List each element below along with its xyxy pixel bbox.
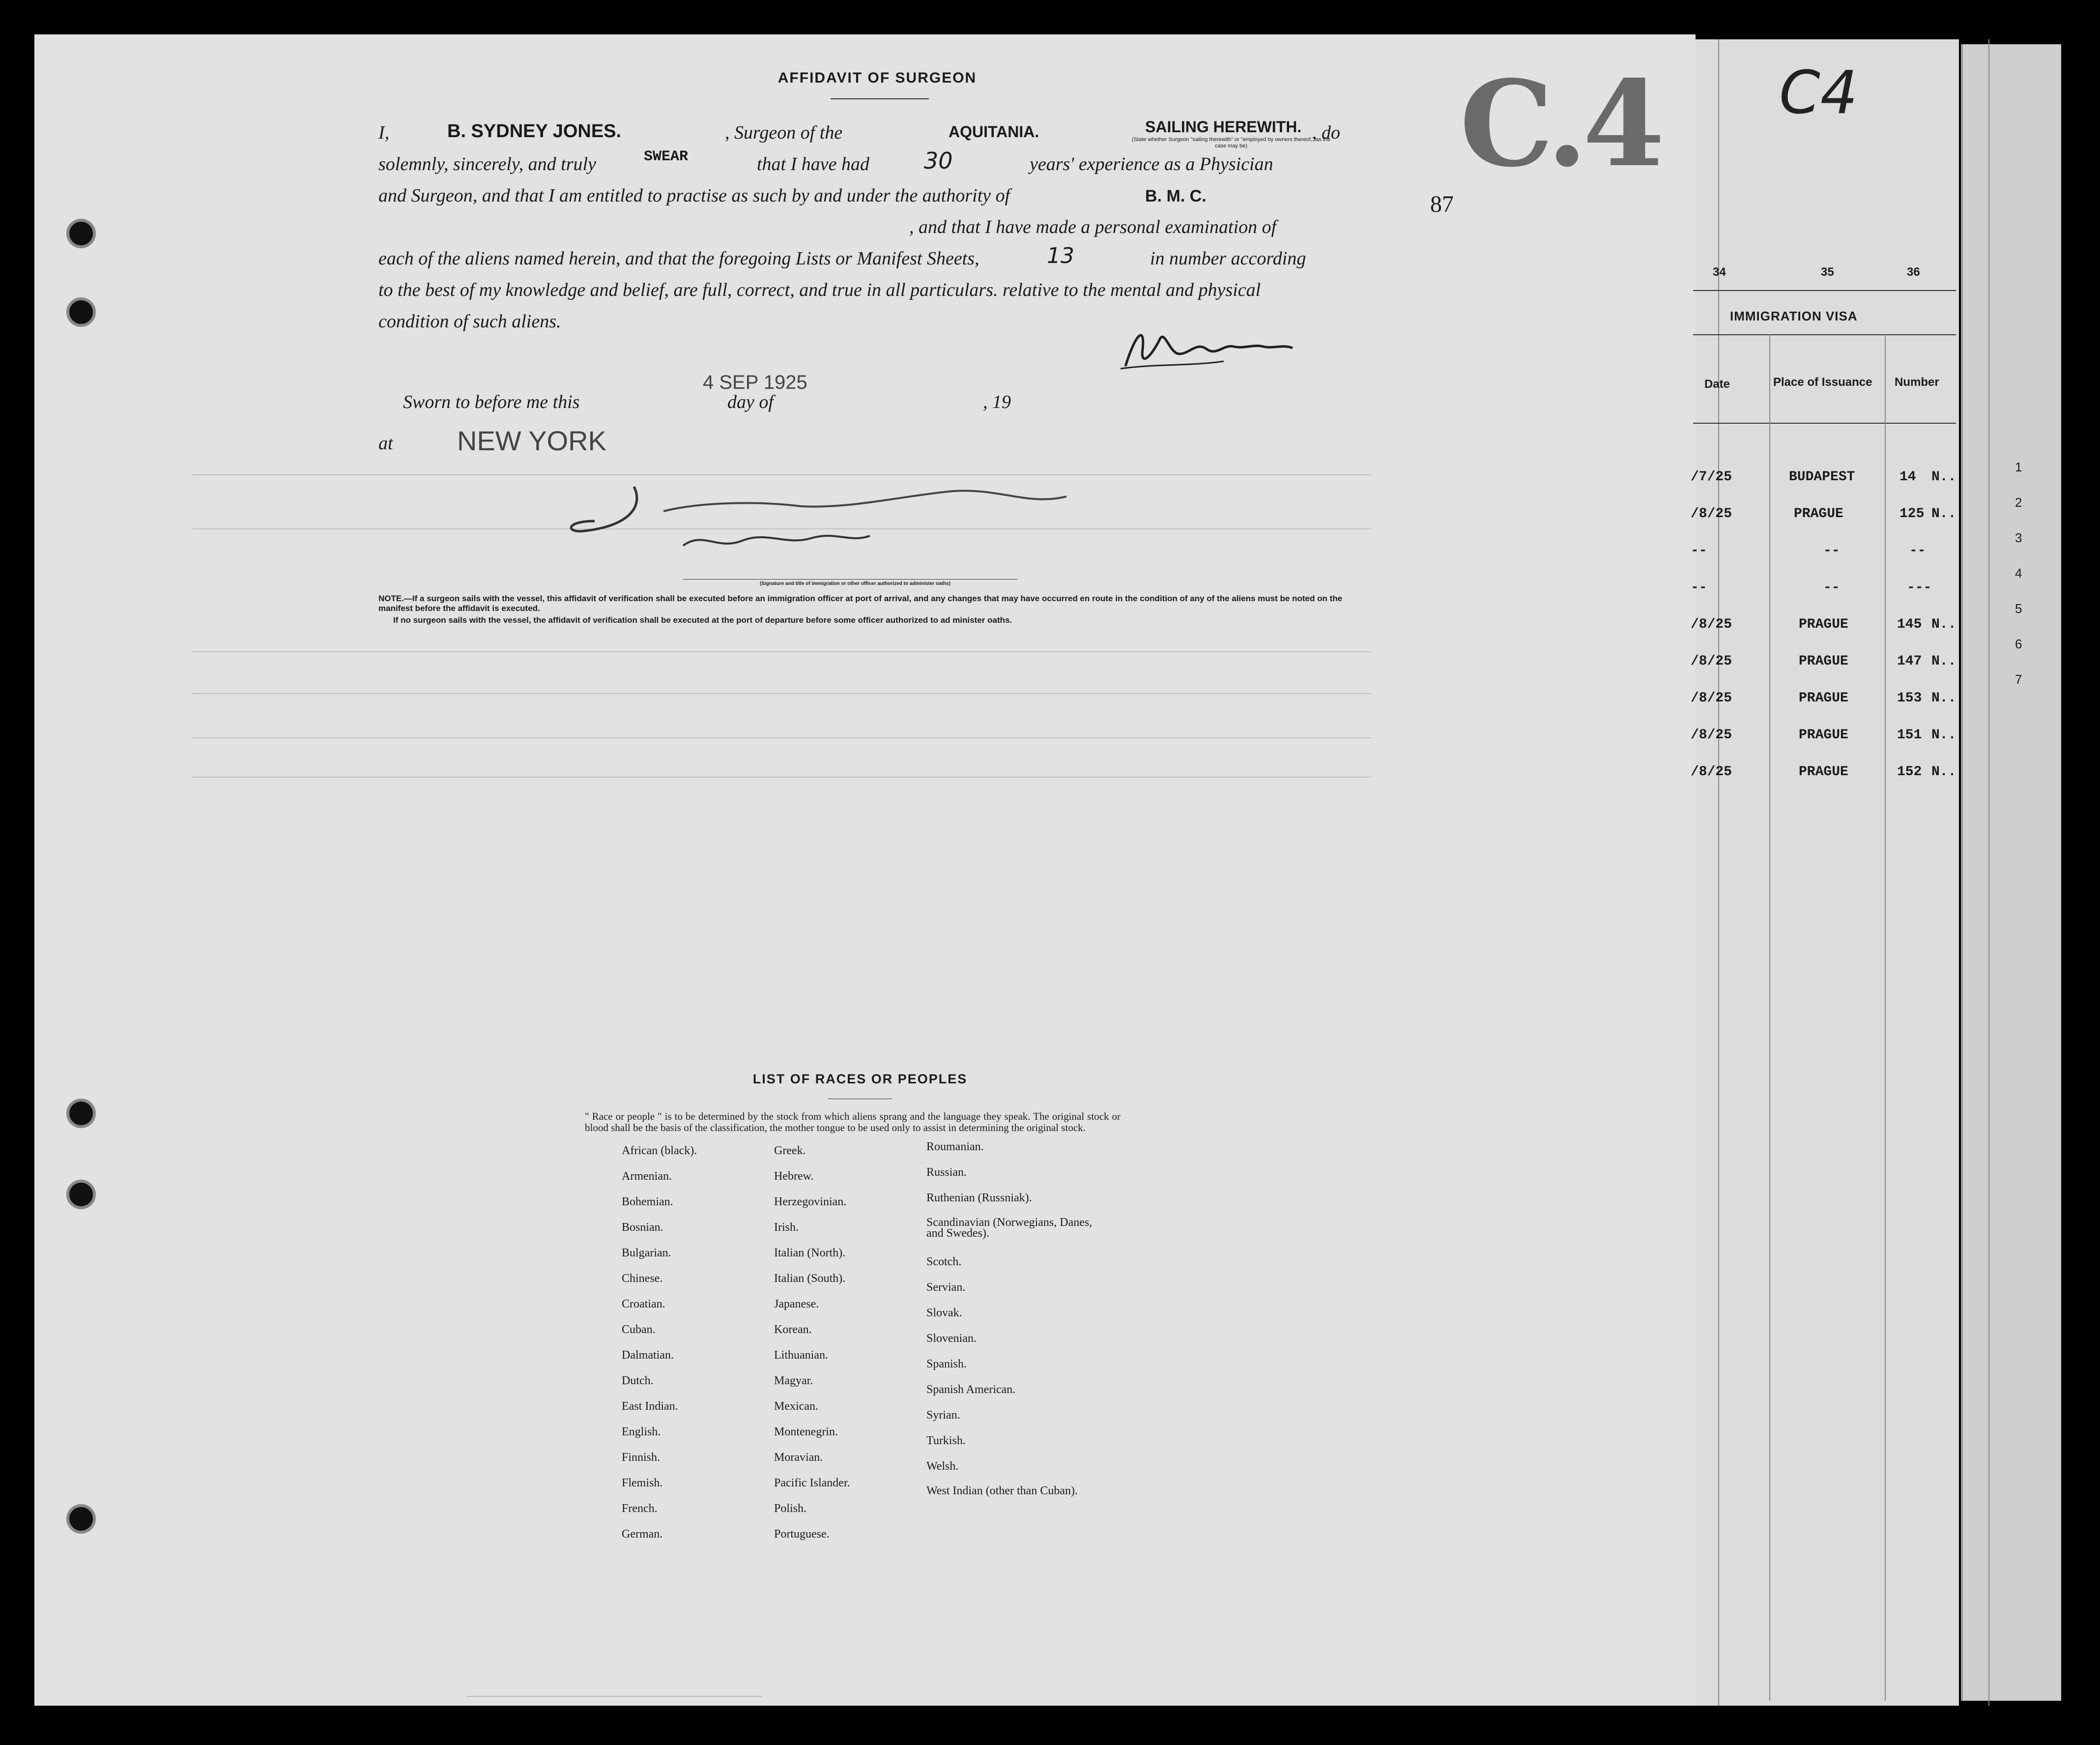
affidavit-page (34, 34, 1696, 1706)
affidavit-note: If no surgeon sails with the vessel, the affidavit of verification shall be executed at the port of departure before some officer authorized to ad minister oaths. (393, 615, 1012, 625)
visa-number: 147 (1897, 654, 1922, 669)
race-item: Slovenian. (926, 1332, 977, 1345)
row-number: 1 (2015, 460, 2022, 474)
background-sheet (1961, 44, 2061, 1701)
visa-place: -- (1823, 543, 1840, 558)
visa-row (1691, 654, 1956, 691)
visa-row (1691, 580, 1956, 617)
row-number: 2 (2015, 495, 2022, 510)
visa-row (1691, 617, 1956, 654)
affidavit-text: , do (1312, 122, 1340, 143)
visa-suffix: N.. (1931, 617, 1956, 632)
sheet-count: 13 (1047, 243, 1074, 268)
race-item: Italian (South). (774, 1272, 846, 1285)
affidavit-text: that I have had (757, 154, 870, 174)
affidavit-note: NOTE.—If a surgeon sails with the vessel, this affidavit of verification shall be executed before an immigration officer at port of arrival, and any changes that may have occurred en route in the condition of any of the aliens must be noted on the manifest before the affidavit is executed. (378, 594, 1343, 613)
race-item: French. (622, 1502, 658, 1515)
visa-number: 14 (1899, 469, 1916, 485)
race-item: Hebrew. (774, 1170, 814, 1183)
affidavit-text: at (378, 433, 393, 454)
race-item: English. (622, 1425, 661, 1438)
visa-suffix: N.. (1931, 764, 1956, 780)
visa-date: -- (1691, 580, 1707, 595)
race-item: Pacific Islander. (774, 1477, 850, 1489)
visa-suffix: N.. (1931, 654, 1956, 669)
row-number: 5 (2015, 601, 2022, 616)
visa-column-numbers (1691, 265, 1956, 285)
affidavit-text: to the best of my knowledge and belief, are full, correct, and true in all particulars. relative to the mental and physical (378, 280, 1261, 300)
surgeon-signature (1116, 320, 1312, 378)
visa-number: 151 (1897, 727, 1922, 743)
visa-suffix: N.. (1931, 691, 1956, 706)
visa-place: -- (1823, 580, 1840, 595)
race-item: Armenian. (622, 1170, 672, 1183)
visa-place: PRAGUE (1799, 727, 1848, 743)
races-column-1 (622, 1144, 769, 1553)
race-item: German. (622, 1528, 663, 1541)
officer-signature (555, 477, 1096, 575)
punch-hole (66, 1180, 96, 1209)
visa-row (1691, 469, 1956, 506)
row-number: 4 (2015, 566, 2022, 581)
race-item: Spanish American. (926, 1383, 1016, 1396)
race-item: Chinese. (622, 1272, 663, 1285)
sailing-status: SAILING HEREWITH. (1145, 118, 1302, 136)
race-item: Korean. (774, 1323, 812, 1336)
race-item: Roumanian. (926, 1140, 984, 1153)
visa-header-date: Date (1704, 378, 1730, 391)
visa-rows (1691, 469, 1956, 801)
visa-place: PRAGUE (1799, 764, 1848, 780)
authority: B. M. C. (1145, 187, 1207, 205)
race-item: Mexican. (774, 1400, 818, 1413)
visa-rule (1693, 334, 1956, 335)
races-column-2 (774, 1144, 921, 1553)
visa-date: /7/25 (1691, 469, 1732, 485)
visa-date: -- (1691, 543, 1707, 558)
punch-hole (66, 1504, 96, 1534)
race-item: Japanese. (774, 1298, 819, 1310)
race-item: Moravian. (774, 1451, 823, 1464)
visa-place: PRAGUE (1794, 506, 1843, 522)
punch-hole (66, 219, 96, 248)
race-item: Bulgarian. (622, 1247, 671, 1259)
punch-hole (66, 297, 96, 327)
affidavit-text: Sworn to before me this (403, 392, 580, 412)
visa-date: /8/25 (1691, 506, 1732, 522)
race-item: Italian (North). (774, 1247, 846, 1259)
date-stamp: 4 SEP 1925 (703, 372, 807, 393)
race-item: Cuban. (622, 1323, 656, 1336)
race-item: Magyar. (774, 1374, 813, 1387)
visa-number: 152 (1897, 764, 1922, 780)
race-item: Lithuanian. (774, 1349, 828, 1362)
visa-date: /8/25 (1691, 764, 1732, 780)
race-item: Slovak. (926, 1307, 962, 1319)
sailing-note: (State whether Surgeon "sailing therewith" or "employed by owners thereof," as the case may be) (1132, 137, 1330, 149)
visa-suffix: N.. (1931, 506, 1956, 522)
race-item: Croatian. (622, 1298, 665, 1310)
visa-row (1691, 691, 1956, 727)
visa-place: BUDAPEST (1789, 469, 1855, 485)
visa-rule (1693, 290, 1956, 291)
visa-header-place: Place of Issuance (1773, 376, 1872, 389)
affidavit-text: day of (727, 392, 774, 412)
visa-title: IMMIGRATION VISA (1730, 309, 1858, 323)
visa-row (1691, 543, 1956, 580)
visa-date: /8/25 (1691, 617, 1732, 632)
affidavit-text: I, (378, 122, 390, 143)
stamp-label: C.4 (1460, 55, 1660, 193)
row-numbers (2015, 460, 2035, 707)
race-item: Spanish. (926, 1358, 967, 1370)
race-item: Dutch. (622, 1374, 654, 1387)
race-item: Welsh. (926, 1460, 959, 1473)
affidavit-text: , 19 (983, 392, 1011, 412)
visa-suffix: N.. (1931, 469, 1956, 485)
race-item: Irish. (774, 1221, 799, 1234)
visa-place: PRAGUE (1799, 654, 1848, 669)
years-experience: 30 (924, 147, 953, 174)
race-item: Herzegovinian. (774, 1195, 847, 1208)
surgeon-name: B. SYDNEY JONES. (447, 121, 622, 142)
column-number: 36 (1907, 265, 1920, 279)
races-title: LIST OF RACES OR PEOPLES (752, 1072, 968, 1086)
affidavit-text: condition of such aliens. (378, 311, 561, 332)
oath-type: SWEAR (644, 148, 689, 165)
affidavit-title: AFFIDAVIT OF SURGEON (777, 70, 977, 86)
visa-number: -- (1909, 543, 1926, 558)
race-item: West Indian (other than Cuban). (926, 1484, 1078, 1497)
adjacent-manifest-sheet (1691, 39, 1959, 1706)
race-item: Russian. (926, 1166, 967, 1179)
visa-number: 153 (1897, 691, 1922, 706)
visa-number: --- (1907, 580, 1932, 595)
race-item: Montenegrin. (774, 1425, 838, 1438)
race-item: East Indian. (622, 1400, 678, 1413)
affidavit-text: each of the aliens named herein, and that the foregoing Lists or Manifest Sheets, (378, 248, 979, 269)
race-item: African (black). (622, 1144, 697, 1157)
handwritten-label: C4 (1779, 59, 1858, 127)
affidavit-text: in number according (1150, 248, 1306, 269)
row-number: 7 (2015, 672, 2022, 687)
bleed-through-row (192, 737, 1371, 769)
affidavit-text: , and that I have made a personal examination of (909, 217, 1277, 237)
race-item: Turkish. (926, 1434, 966, 1447)
race-item: Scotch. (926, 1255, 962, 1268)
visa-place: PRAGUE (1799, 617, 1848, 632)
signature-line (683, 579, 1017, 580)
row-number: 6 (2015, 637, 2022, 651)
page-number: 87 (1430, 191, 1454, 217)
races-column-3 (926, 1140, 1093, 1511)
column-number: 35 (1821, 265, 1834, 279)
visa-place: PRAGUE (1799, 691, 1848, 706)
affidavit-text: , Surgeon of the (725, 122, 843, 143)
title-underline (831, 98, 929, 99)
visa-date: /8/25 (1691, 654, 1732, 669)
race-item: Greek. (774, 1144, 806, 1157)
race-item: Dalmatian. (622, 1349, 674, 1362)
race-item: Flemish. (622, 1477, 663, 1489)
visa-number: 125 (1899, 506, 1925, 522)
affidavit-text: and Surgeon, and that I am entitled to practise as such by and under the authority of (378, 185, 1010, 206)
visa-row (1691, 727, 1956, 764)
visa-date: /8/25 (1691, 727, 1732, 743)
visa-header-number: Number (1895, 376, 1939, 389)
row-number: 3 (2015, 530, 2022, 545)
races-intro: " Race or people " is to be determined by the stock from which aliens sprang and the language they speak. The original stock or blood shall be the basis of the classification, the mother tongue to be used only to assist in determining the original stock. (585, 1110, 1121, 1134)
race-item: Bosnian. (622, 1221, 663, 1234)
bleed-through-row (192, 651, 1371, 683)
race-item: Polish. (774, 1502, 807, 1515)
race-item: Syrian. (926, 1409, 960, 1422)
race-item: Scandinavian (Norwegians, Danes, and Swedes). (926, 1216, 1093, 1240)
race-item: Ruthenian (Russniak). (926, 1192, 1032, 1204)
visa-number: 145 (1897, 617, 1922, 632)
visa-suffix: N.. (1931, 727, 1956, 743)
race-item: Finnish. (622, 1451, 661, 1464)
signature-caption: (Signature and title of immigration or other officer authorized to administer oaths) (759, 581, 951, 586)
race-item: Servian. (926, 1281, 966, 1294)
bleed-through-row (192, 777, 1371, 808)
punch-hole (66, 1099, 96, 1128)
ship-name: AQUITANIA. (949, 123, 1039, 141)
place-stamp: NEW YORK (457, 425, 606, 456)
visa-row (1691, 506, 1956, 543)
visa-rule (1693, 423, 1956, 424)
race-item: Bohemian. (622, 1195, 673, 1208)
column-number: 34 (1713, 265, 1726, 279)
visa-row (1691, 764, 1956, 801)
race-item: Portuguese. (774, 1528, 830, 1541)
bleed-through-row (192, 693, 1371, 725)
affidavit-text: years' experience as a Physician (1030, 154, 1273, 174)
visa-date: /8/25 (1691, 691, 1732, 706)
bleed-through-footer (467, 1696, 762, 1697)
affidavit-text: solemnly, sincerely, and truly (378, 154, 596, 174)
